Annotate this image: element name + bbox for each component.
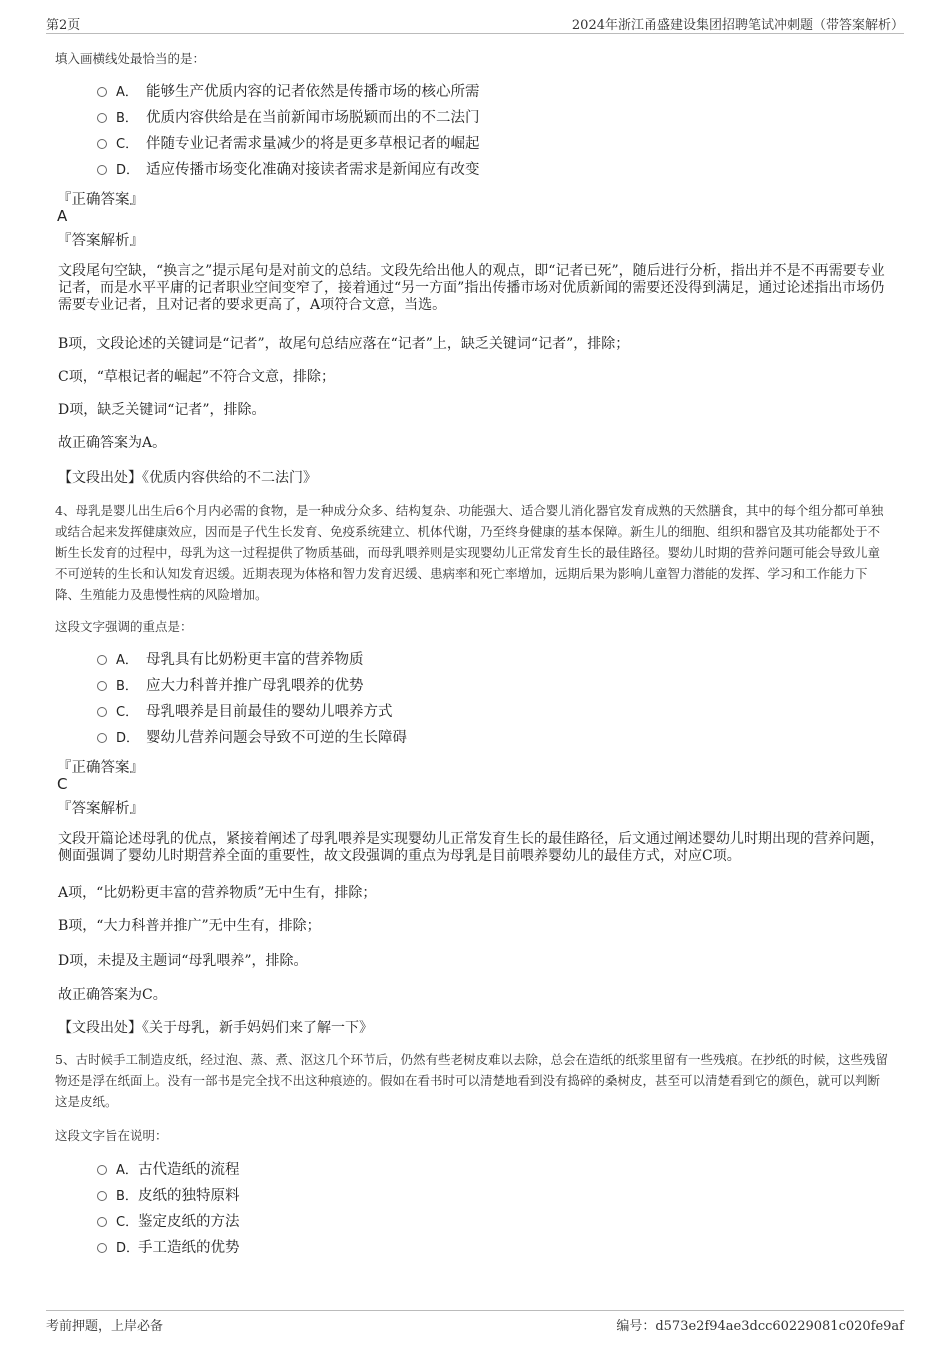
radio-button[interactable]: [97, 87, 107, 97]
q4-passage: 4、母乳是婴儿出生后6个月内必需的食物，是一种成分众多、结构复杂、功能强大、适合婴儿消化器官发育成熟的天然膳食，其中的每个组分都可单独或结合起来发挥健康效应，因而是子代生长发育、免疫系统建立、机体代谢，乃至终身健康的基本保障。新生儿的细胞、组织和器官及其功能都处于不断生长发育的过程中，母乳为这一过程提供了物质基础，而母乳喂养则是实现婴幼儿正常发育生长的最佳路径。婴幼儿时期的营养问题可能会导致儿童不可逆转的生长和认知发育迟缓。近期表现为体格和智力发育迟缓、患病率和死亡率增加，远期后果为影响儿童智力潜能的发挥、学习和工作能力下降、生殖能力及患慢性病的风险增加。: [55, 503, 884, 602]
q5-option-c[interactable]: C．鉴定皮纸的方法: [97, 1209, 240, 1235]
q5-prompt: 这段文字旨在说明：: [55, 1128, 168, 1143]
q5-option-b[interactable]: B．皮纸的独特原料: [97, 1183, 240, 1209]
radio-button[interactable]: [97, 165, 107, 175]
q3-option-c[interactable]: C． 伴随专业记者需求量减少的将是更多草根记者的崛起: [97, 131, 480, 157]
q3-source: 【文段出处】《优质内容供给的不二法门》: [58, 470, 317, 486]
q3-analysis-label: 『答案解析』: [57, 233, 144, 249]
q4-source: 【文段出处】《关于母乳，新手妈妈们来了解一下》: [58, 1020, 373, 1036]
q4-option-d[interactable]: D． 婴幼儿营养问题会导致不可逆的生长障碍: [97, 725, 407, 751]
q3-analysis: 文段尾句空缺，“换言之”提示尾句是对前文的总结。文段先给出他人的观点，即“记者已死”，随后进行分析，指出并不是不再需要专业记者，而是水平平庸的记者职业空间变窄了，接着通过“另一方面”指出传播市场对优质新闻的需要还没得到满足，通过论述指出市场仍需要专业记者，且对记者的要求更高了，A项符合文意，当选。: [58, 263, 885, 313]
radio-button[interactable]: [97, 1243, 107, 1253]
q4-analysis: 文段开篇论述母乳的优点，紧接着阐述了母乳喂养是实现婴幼儿正常发育生长的最佳路径，后文通过阐述婴幼儿时期出现的营养问题，侧面强调了婴幼儿时期营养全面的重要性，故文段强调的重点为母乳是目前喂养婴幼儿的最佳方式，对应C项。: [58, 831, 884, 864]
q4-correct-answer-label: 『正确答案』: [57, 760, 144, 776]
q3-correct-answer-label: 『正确答案』: [57, 192, 144, 208]
q3-options: [97, 79, 480, 183]
q5-passage: 5、古时候手工制造皮纸，经过泡、蒸、煮、沤这几个环节后，仍然有些老树皮难以去除，总会在造纸的纸浆里留有一些残痕。在抄纸的时候，这些残留物还是浮在纸面上。没有一部书是完全找不出这种痕迹的。假如在看书时可以清楚地看到没有捣碎的桑树皮，甚至可以清楚看到它的颜色，就可以判断这是皮纸。: [55, 1052, 888, 1109]
q4-prompt: 这段文字强调的重点是：: [55, 619, 193, 634]
q5-options: [97, 1157, 240, 1261]
radio-button[interactable]: [97, 1217, 107, 1227]
q4-options: [97, 647, 407, 751]
q4-answer: C: [57, 775, 68, 793]
q4-option-a-note: A项，“比奶粉更丰富的营养物质”无中生有，排除；: [58, 885, 377, 901]
page-footer: [46, 1310, 904, 1333]
q3-conclusion: 故正确答案为A。: [58, 435, 167, 451]
radio-button[interactable]: [97, 113, 107, 123]
q3-answer: A: [57, 207, 68, 225]
q4-analysis-label: 『答案解析』: [57, 801, 144, 817]
q5-option-a[interactable]: A．古代造纸的流程: [97, 1157, 240, 1183]
page-number: 第2页: [46, 18, 81, 33]
q4-option-b-note: B项，“大力科普并推广”无中生有，排除；: [58, 918, 321, 934]
q4-option-b[interactable]: B． 应大力科普并推广母乳喂养的优势: [97, 673, 407, 699]
q4-option-c[interactable]: C． 母乳喂养是目前最佳的婴幼儿喂养方式: [97, 699, 407, 725]
page-header: [46, 13, 904, 34]
radio-button[interactable]: [97, 1165, 107, 1175]
document-code: 编号：d573e2f94ae3dcc60229081c020fe9af: [616, 1319, 904, 1334]
q4-option-a[interactable]: A． 母乳具有比奶粉更丰富的营养物质: [97, 647, 407, 673]
q4-option-d-note: D项，未提及主题词“母乳喂养”，排除。: [58, 953, 308, 969]
radio-button[interactable]: [97, 1191, 107, 1201]
radio-button[interactable]: [97, 733, 107, 743]
footer-slogan: 考前押题，上岸必备: [46, 1319, 164, 1334]
q3-prompt: 填入画横线处最恰当的是：: [55, 51, 206, 66]
q4-conclusion: 故正确答案为C。: [58, 987, 167, 1003]
q5-option-d[interactable]: D．手工造纸的优势: [97, 1235, 240, 1261]
document-title: 2024年浙江甬盛建设集团招聘笔试冲刺题（带答案解析）: [571, 18, 904, 33]
radio-button[interactable]: [97, 707, 107, 717]
q3-option-b[interactable]: B． 优质内容供给是在当前新闻市场脱颖而出的不二法门: [97, 105, 480, 131]
q3-option-c-note: C项，“草根记者的崛起”不符合文意，排除；: [58, 369, 336, 385]
radio-button[interactable]: [97, 681, 107, 691]
q3-option-b-note: B项，文段论述的关键词是“记者”，故尾句总结应落在“记者”上，缺乏关键词“记者”，排除；: [58, 336, 630, 352]
radio-button[interactable]: [97, 139, 107, 149]
q3-option-d-note: D项，缺乏关键词“记者”，排除。: [58, 402, 266, 418]
q3-option-d[interactable]: D． 适应传播市场变化准确对接读者需求是新闻应有改变: [97, 157, 480, 183]
radio-button[interactable]: [97, 655, 107, 665]
q3-option-a[interactable]: A． 能够生产优质内容的记者依然是传播市场的核心所需: [97, 79, 480, 105]
